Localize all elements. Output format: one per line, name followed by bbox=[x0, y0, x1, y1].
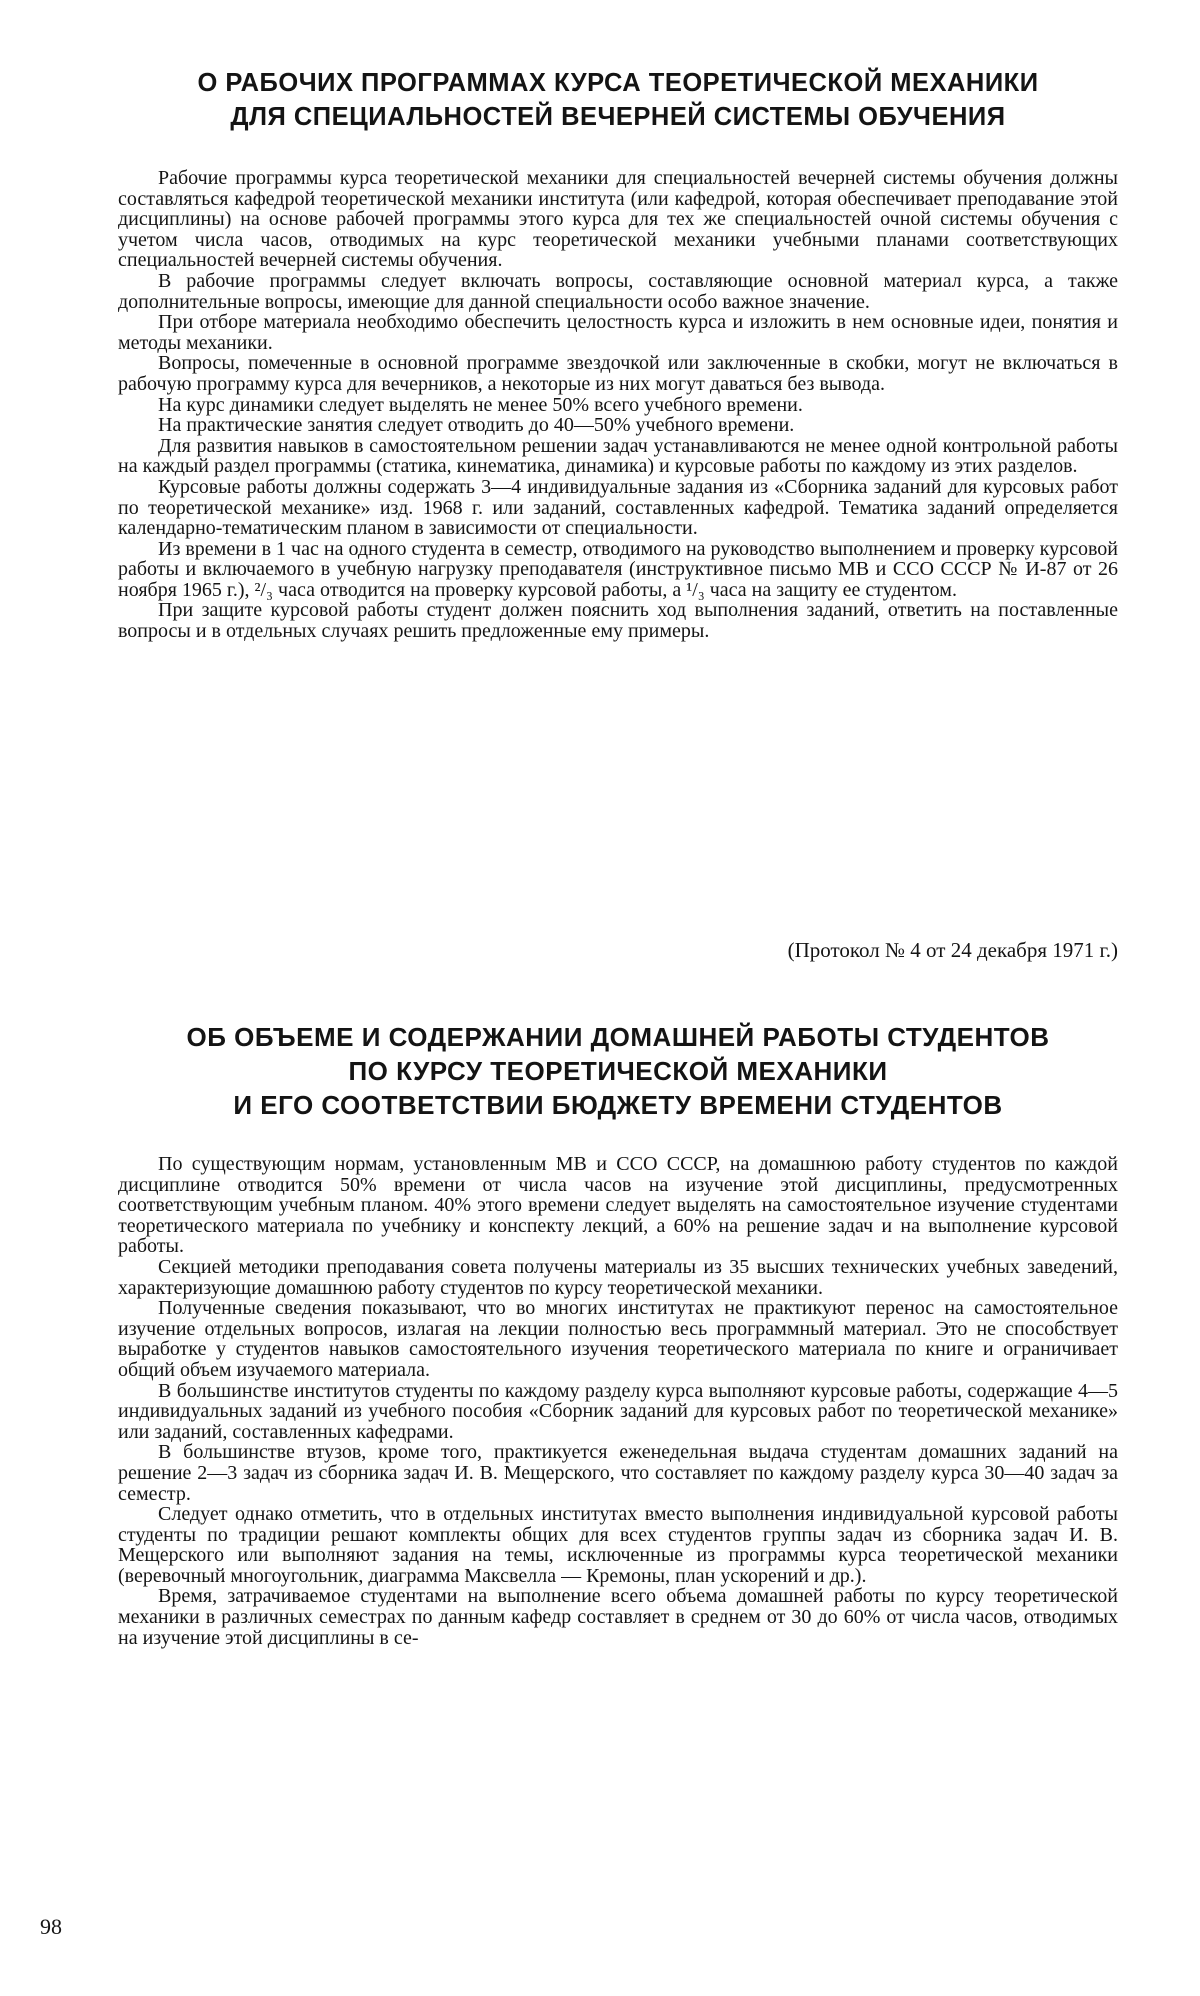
paragraph: Секцией методики преподавания совета получены материалы из 35 высших технических учебных заведений, характеризующие домашнюю работу студентов по курсу теоретической механики. bbox=[118, 1255, 1118, 1299]
section2-title-line: И ЕГО СООТВЕТСТВИИ БЮДЖЕТУ ВРЕМЕНИ СТУДЕНТОВ bbox=[233, 1090, 1003, 1120]
section1-title-line: О РАБОЧИХ ПРОГРАММАХ КУРСА ТЕОРЕТИЧЕСКОЙ МЕХАНИКИ bbox=[197, 69, 1039, 97]
paragraph: Курсовые работы должны содержать 3—4 индивидуальные задания из «Сборника заданий для курсовых работ по теоретической механике» изд. 1968 г. или заданий, составленных кафедрой. Тематика заданий определяется календарно-тематическим планом в зависимости от специальности. bbox=[118, 475, 1118, 540]
section1-title bbox=[118, 66, 1118, 134]
page-number: 98 bbox=[40, 1914, 62, 1939]
section2-title bbox=[118, 1020, 1118, 1122]
paragraph: По существующим нормам, установленным МВ и ССО СССР, на домашнюю работу студентов по каждой дисциплине отводится 50% времени от числа часов на изучение этой дисциплины, предусмотренных соответствующим учебным планом. 40% этого времени следует выделять на самостоятельное изучение студентами теоретического материала по учебнику и конспекту лекций, а 60% на решение задач и на выполнение курсовой работы. bbox=[118, 1153, 1118, 1258]
paragraph: Рабочие программы курса теоретической механики для специальностей вечерней системы обучения должны составляться кафедрой теоретической механики института (или кафедрой, которая обеспечивает преподавание этой дисциплины) на основе рабочей программы этого курса для тех же специальностей очной системы обучения с учетом числа часов, отводимых на курс теоретической механики учебными планами соответствующих специальностей вечерней системы обучения. bbox=[118, 167, 1118, 272]
section2-title-line: ОБ ОБЪЕМЕ И СОДЕРЖАНИИ ДОМАШНЕЙ РАБОТЫ СТУДЕНТОВ bbox=[186, 1022, 1050, 1052]
paragraph: На практические занятия следует отводить до 40—50% учебного времени. bbox=[158, 414, 795, 437]
section1-body bbox=[118, 168, 1118, 642]
paragraph: Полученные сведения показывают, что во многих институтах не практикуют перенос на самостоятельное изучение отдельных вопросов, излагая на лекции полностью весь программный материал. Это не способствует выработке у студентов навыков самостоятельного изучения теоретического материала по книге и ограничивает общий объем изучаемого материала. bbox=[118, 1297, 1118, 1381]
paragraph: На курс динамики следует выделять не менее 50% всего учебного времени. bbox=[158, 393, 803, 416]
paragraph: Из времени в 1 час на одного студента в семестр, отводимого на руководство выполнением и проверку курсовой работы и включаемого в учебную нагрузку преподавателя (инструктивное письмо МВ и ССО СССР № И-87 от 26 ноября 1965 г.), ²/₃ часа отводится на проверку курсовой работы, а ¹/₃ часа на защиту ее студентом. bbox=[118, 537, 1118, 601]
section2-body bbox=[118, 1154, 1118, 1648]
paragraph: В рабочие программы следует включать вопросы, составляющие основной материал курса, а также дополнительные вопросы, имеющие для данной специальности особо важное значение. bbox=[118, 269, 1118, 313]
protocol-note: (Протокол № 4 от 24 декабря 1971 г.) bbox=[787, 938, 1118, 962]
paragraph: В большинстве институтов студенты по каждому разделу курса выполняют курсовые работы, содержащие 4—5 индивидуальных заданий из учебного пособия «Сборник заданий для курсовых работ по теоретической механике» или заданий, составленных кафедрами. bbox=[118, 1379, 1118, 1443]
paragraph: Для развития навыков в самостоятельном решении задач устанавливаются не менее одной контрольной работы на каждый раздел программы (статика, кинематика, динамика) и курсовые работы по каждому из этих разделов. bbox=[118, 434, 1118, 478]
paragraph: При защите курсовой работы студент должен пояснить ход выполнения заданий, ответить на поставленные вопросы и в отдельных случаях решить предложенные ему примеры. bbox=[118, 599, 1118, 643]
paragraph: Вопросы, помеченные в основной программе звездочкой или заключенные в скобки, могут не включаться в рабочую программу курса для вечерников, а некоторые из них могут даваться без вывода. bbox=[118, 352, 1118, 395]
paragraph: Следует однако отметить, что в отдельных институтах вместо выполнения индивидуальной курсовой работы студенты по традиции решают комплекты общих для всех студентов группы задач из сборника задач И. В. Мещерского или выполняют задания на темы, исключенные из программы курса теоретической механики (веревочный многоугольник, диаграмма Максвелла — Кремоны, план ускорений и др.). bbox=[118, 1503, 1118, 1587]
section2-title-line: ПО КУРСУ ТЕОРЕТИЧЕСКОЙ МЕХАНИКИ bbox=[348, 1056, 888, 1086]
paragraph: При отборе материала необходимо обеспечить целостность курса и изложить в нем основные идеи, понятия и методы механики. bbox=[118, 311, 1118, 354]
section1-title-line: ДЛЯ СПЕЦИАЛЬНОСТЕЙ ВЕЧЕРНЕЙ СИСТЕМЫ ОБУЧЕНИЯ bbox=[230, 103, 1006, 131]
paragraph: Время, затрачиваемое студентами на выполнение всего объема домашней работы по курсу теоретической механики в различных семестрах по данным кафедр составляет в среднем от 30 до 60% от числа часов, отводимых на изучение этой дисциплины в се- bbox=[118, 1585, 1118, 1649]
paragraph: В большинстве втузов, кроме того, практикуется еженедельная выдача студентам домашних заданий на решение 2—3 задач из сборника задач И. В. Мещерского, что составляет по каждому разделу курса 30—40 задач за семестр. bbox=[118, 1441, 1118, 1505]
